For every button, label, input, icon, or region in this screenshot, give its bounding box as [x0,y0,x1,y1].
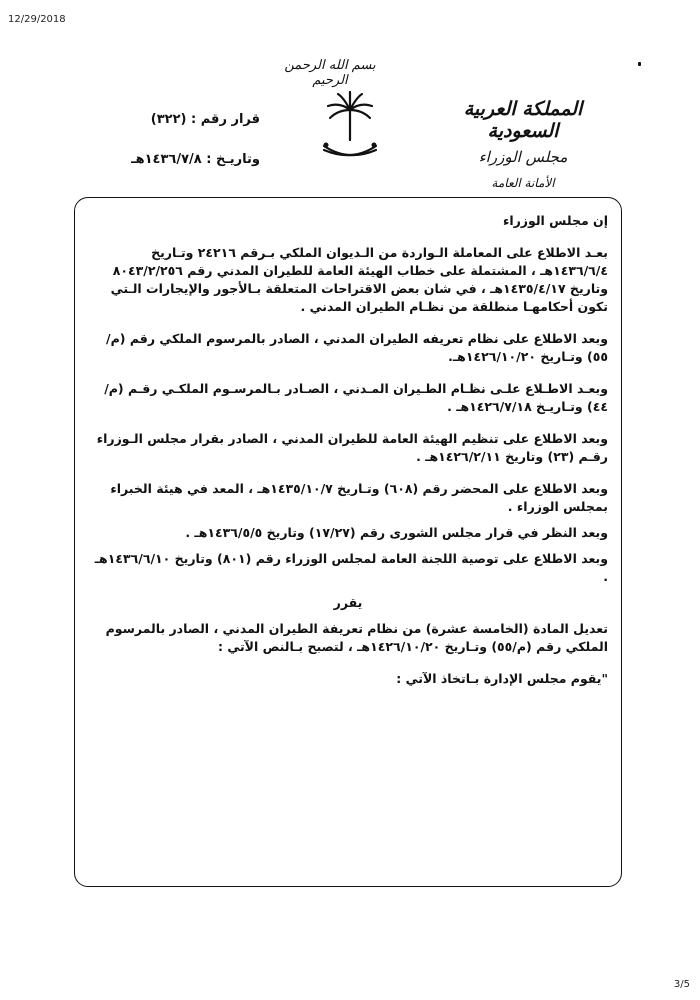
resolves-heading: يقرر [333,595,363,610]
council-name: مجلس الوزراء [478,148,568,166]
letterhead [428,98,618,190]
paragraph-8: تعديل المادة (الخامسة عشرة) من نظام تعريفة الطيران المدني ، الصادر بالمرسوم الملكي رقم (م/٥٥) وتـاريخ ١٤٢٦/١٠/٢٠هـ ، لتصبح بـالنص الآتي : [105,621,608,654]
paragraph-1: بعـد الاطلاع على المعاملة الـواردة من الـديوان الملكي بـرقم ٢٤٢١٦ وتـاريخ ١٤٣٦/٦/٤هـ ، المشتملة على خطاب الهيئة العامة للطيران المدني رقم ٨٠٤٣/٢/٢٥٦ وتاريخ ١٤٣٥/٤/١٧هـ ، في شان بعض الاقتراحات المتعلقة بـالأجور والإيجارات الـتي تكون أحكامهـا منطلقة من نظـام الطيران المدني . [110,245,608,314]
page-number: 3/5 [673,979,690,990]
kingdom-name: المملكة العربية السعودية [463,98,583,142]
print-date: 12/29/2018 [8,14,66,25]
paragraph-3: وبعـد الاطـلاع علـى نظـام الطـيران المـدني ، الصـادر بـالمرسـوم الملكـي رقـم (م/٤٤) وتـاريـخ ١٤٢٦/٧/١٨هـ . [104,381,608,414]
paragraph-5: وبعد الاطلاع على المحضر رقم (٦٠٨) وتـاريخ ١٤٣٥/١٠/٧هـ ، المعد في هيئة الخبراء بمجلس الوزراء . [110,481,608,514]
saudi-emblem-icon [318,88,382,172]
paragraph-2: وبعد الاطلاع على نظام تعريفه الطيران المدني ، الصادر بالمرسوم الملكي رقم (م/٥٥) وتـاريخ ١٤٢٦/١٠/٢٠هـ. [106,331,608,364]
opening-line: إن مجلس الوزراء [502,213,608,228]
decision-body [88,212,608,702]
secretariat-name: الأمانة العامة [491,176,555,190]
paragraph-7: وبعد الاطلاع على توصية اللجنة العامة لمجلس الوزراء رقم (٨٠١) وتاريخ ١٤٣٦/٦/١٠هـ . [94,551,608,584]
basmala: بسم الله الرحمن الرحيم [284,58,376,88]
decision-number: قرار رقم : (٣٢٢) [150,112,260,127]
paragraph-9: "يقوم مجلس الإدارة بـاتخاذ الآتي : [396,671,608,686]
decision-block [131,100,260,180]
paragraph-6: وبعد النظر في قرار مجلس الشورى رقم (١٧/٢٧) وتاريخ ١٤٣٦/٥/٥هـ . [185,525,608,540]
decision-date: وتاريـخ : ١٤٣٦/٧/٨هـ [131,152,260,167]
ink-dot [638,62,641,66]
paragraph-4: وبعد الاطلاع على تنظيم الهيئة العامة للطيران المدني ، الصادر بقرار مجلس الـوزراء رقـم (٢٣) وتاريخ ١٤٢٦/٢/١١هـ . [96,431,608,464]
